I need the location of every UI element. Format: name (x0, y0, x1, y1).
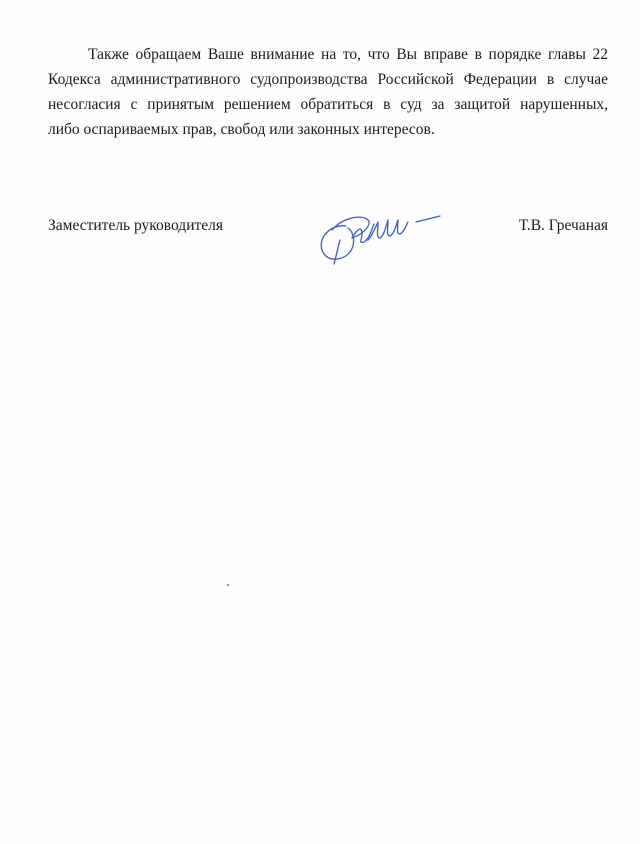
signer-name: Т.В. Гречаная (518, 217, 608, 234)
paragraph-line: Кодекса административного судопроизводства Российской Федерации в случае (48, 71, 608, 88)
scan-speck (227, 584, 229, 586)
paragraph-line: Также обращаем Ваше внимание на то, что Вы вправе в порядке главы 22 (88, 46, 608, 63)
signer-position: Заместитель руководителя (48, 217, 224, 234)
notice-paragraph (48, 42, 608, 142)
paragraph-line: либо оспариваемых прав, свобод или законных интересов. (48, 121, 435, 138)
handwritten-signature (312, 204, 448, 268)
paragraph-line: несогласия с принятым решением обратиться в суд за защитой нарушенных, (48, 96, 608, 113)
